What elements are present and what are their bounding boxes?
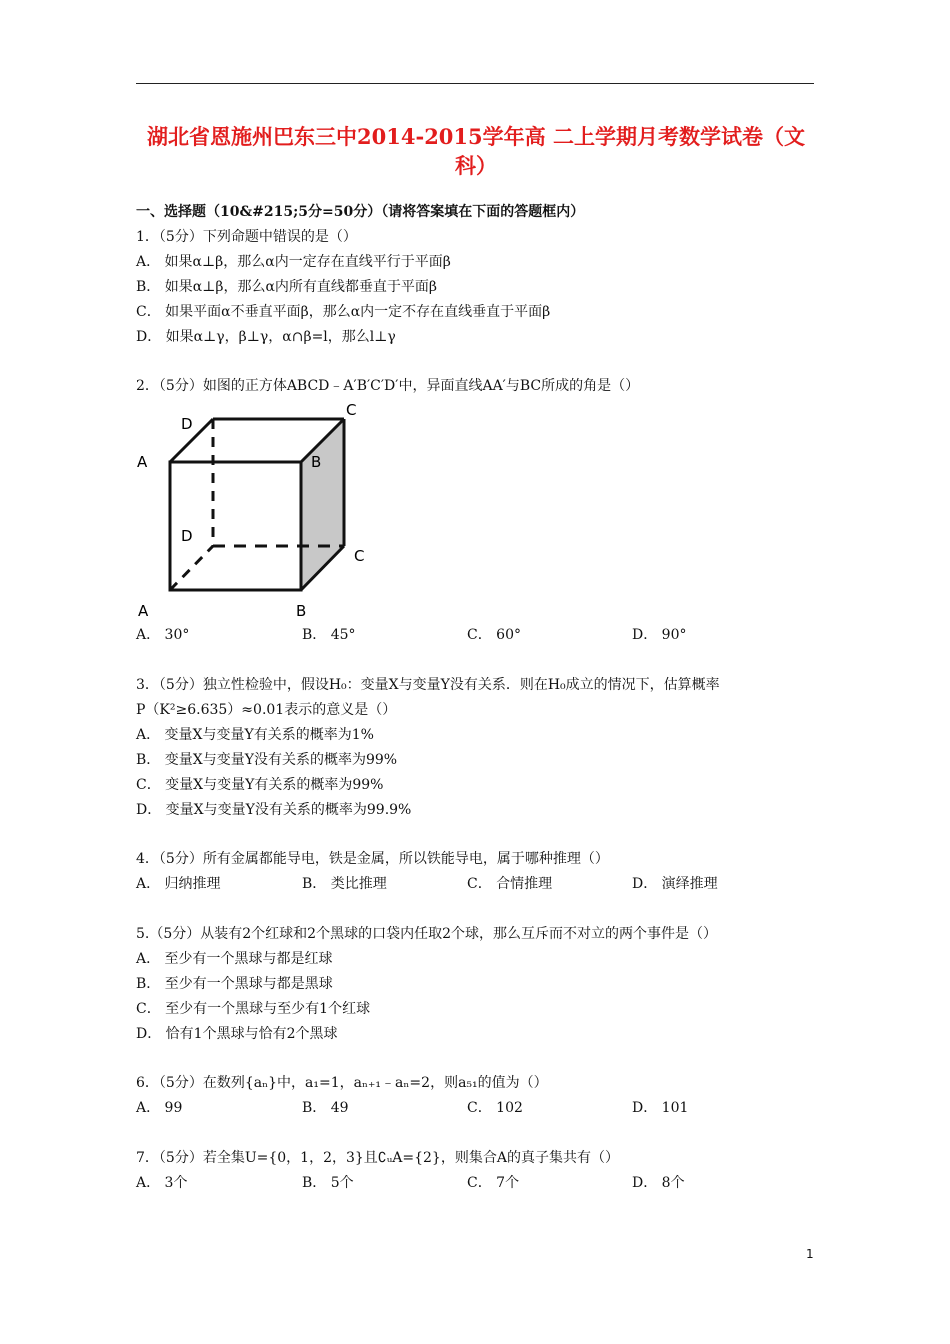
q4-option-a: A． 归纳推理	[136, 876, 221, 892]
q6-option-b: B． 49	[302, 1100, 349, 1116]
q5-option-b: B． 至少有一个黑球与都是黑球	[136, 976, 333, 992]
label-b: B	[296, 602, 307, 620]
q6-option-a: A． 99	[136, 1100, 183, 1116]
q6-option-d: D． 101	[632, 1100, 689, 1116]
q3-option-c: C． 变量X与变量Y有关系的概率为99%	[136, 777, 384, 793]
q3-stem-line2: P（K²≥6.635）≈0.01表示的意义是（）	[136, 702, 397, 718]
q7-stem: 7．（5分）若全集U={0，1，2，3}且∁ᵤA={2}，则集合A的真子集共有（）	[136, 1150, 619, 1166]
q1-option-a: A． 如果α⊥β，那么α内一定存在直线平行于平面β	[136, 254, 451, 270]
section-heading: 一、选择题（10&#215;5分=50分）（请将答案填在下面的答题框内）	[136, 204, 585, 220]
label-d: D	[181, 527, 193, 545]
page-number: 1	[806, 1247, 814, 1261]
q7-option-c: C． 7个	[467, 1175, 520, 1191]
q6-option-c: C． 102	[467, 1100, 523, 1116]
q7-option-a: A． 3个	[136, 1175, 188, 1191]
q4-option-c: C． 合情推理	[467, 876, 553, 892]
label-a-prime: A	[137, 453, 148, 471]
q6-stem: 6．（5分）在数列{aₙ}中，a₁=1，aₙ₊₁﹣aₙ=2，则a₅₁的值为（）	[136, 1075, 548, 1091]
label-a: A	[138, 602, 149, 620]
q7-option-d: D． 8个	[632, 1175, 685, 1191]
q7-option-b: B． 5个	[302, 1175, 354, 1191]
q4-stem: 4．（5分）所有金属都能导电，铁是金属，所以铁能导电，属于哪种推理（）	[136, 851, 609, 867]
q2-option-a: A． 30°	[136, 627, 190, 643]
cube-shaded-face	[301, 419, 344, 590]
q2-option-d: D． 90°	[632, 627, 687, 643]
header-rule	[136, 83, 814, 84]
q5-option-a: A． 至少有一个黑球与都是红球	[136, 951, 333, 967]
q3-option-d: D． 变量X与变量Y没有关系的概率为99.9%	[136, 802, 412, 818]
label-d-prime: D	[181, 415, 193, 433]
label-c-prime: C	[346, 401, 357, 419]
q3-option-b: B． 变量X与变量Y没有关系的概率为99%	[136, 752, 398, 768]
q5-stem: 5.（5分）从装有2个红球和2个黑球的口袋内任取2个球，那么互斥而不对立的两个事件是（）	[136, 926, 717, 942]
q2-option-b: B． 45°	[302, 627, 356, 643]
q4-option-b: B． 类比推理	[302, 876, 387, 892]
page-title: 湖北省恩施州巴东三中2014-2015学年高 二上学期月考数学试卷（文科）	[147, 124, 805, 178]
q2-option-c: C． 60°	[467, 627, 521, 643]
cube-hidden-edge	[170, 546, 213, 590]
q1-option-c: C． 如果平面α不垂直平面β，那么α内一定不存在直线垂直于平面β	[136, 304, 551, 320]
q5-option-d: D． 恰有1个黑球与恰有2个黑球	[136, 1026, 338, 1042]
q1-option-d: D． 如果α⊥γ，β⊥γ，α∩β=l，那么l⊥γ	[136, 329, 396, 345]
q2-stem: 2．（5分）如图的正方体ABCD﹣A′B′C′D′中，异面直线AA′与BC所成的角是（）	[136, 378, 640, 394]
q1-option-b: B． 如果α⊥β，那么α内所有直线都垂直于平面β	[136, 279, 437, 295]
label-b-prime: B	[311, 453, 322, 471]
q3-option-a: A． 变量X与变量Y有关系的概率为1%	[136, 727, 374, 743]
label-c: C	[354, 547, 365, 565]
q3-stem-line1: 3．（5分）独立性检验中，假设H₀：变量X与变量Y没有关系．则在H₀成立的情况下，估算概率	[136, 677, 720, 693]
q5-option-c: C． 至少有一个黑球与至少有1个红球	[136, 1001, 371, 1017]
q4-option-d: D． 演绎推理	[632, 876, 718, 892]
cube-figure	[134, 400, 374, 620]
q1-stem: 1．（5分）下列命题中错误的是（）	[136, 229, 357, 245]
